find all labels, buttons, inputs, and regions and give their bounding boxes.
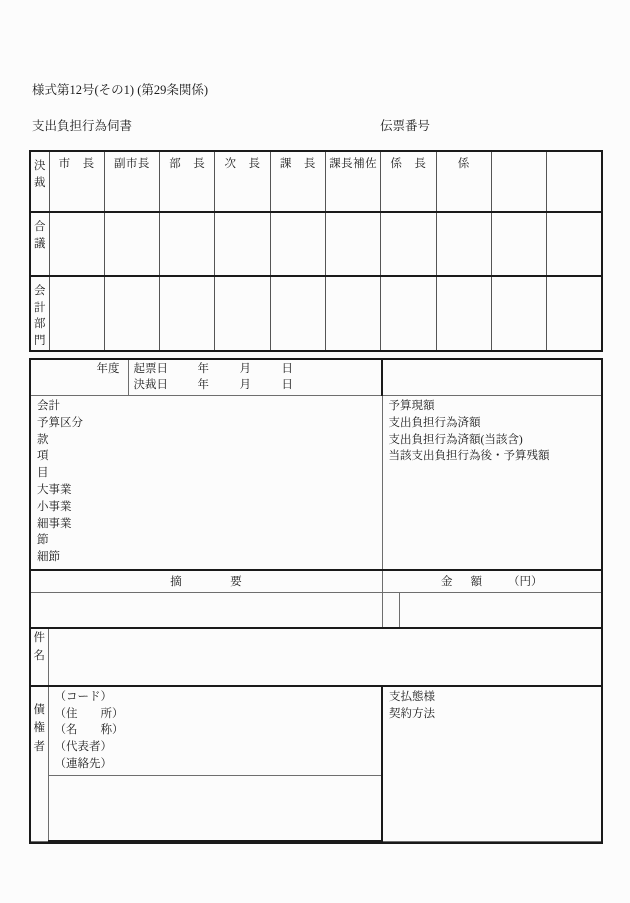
payment-method-list — [389, 689, 596, 723]
approval-cell[interactable] — [547, 276, 602, 351]
issue-date-day-unit: 日 — [281, 363, 293, 375]
description-header: 摘 要 — [30, 570, 382, 593]
table-row — [30, 151, 602, 212]
creditor-field-name: （名 称） — [54, 724, 124, 737]
form-code-label: 様式第12号(その1) (第29条関係) — [32, 83, 209, 97]
amount-header-gaku: 額 — [470, 575, 483, 588]
issue-date-row[interactable] — [134, 362, 382, 378]
issue-date-month-unit: 月 — [239, 363, 251, 375]
approval-cell[interactable] — [49, 276, 104, 351]
decision-date-day-unit: 日 — [281, 378, 293, 391]
budget-label-moku: 目 — [37, 467, 49, 480]
approval-cell[interactable] — [160, 276, 215, 351]
budget-amount-list — [389, 398, 597, 465]
issue-date-label: 起票日 — [133, 363, 168, 375]
creditor-field-list — [55, 689, 377, 772]
decision-date-year-unit: 年 — [197, 378, 209, 391]
approval-cell[interactable] — [104, 212, 159, 276]
approval-cell[interactable] — [270, 276, 325, 351]
table-row — [30, 686, 602, 776]
approval-cell[interactable] — [325, 276, 380, 351]
amount-entry-cell[interactable] — [382, 592, 602, 628]
bottom-mid-edge — [48, 841, 382, 843]
approval-col-blank-1[interactable] — [491, 151, 546, 212]
budget-label-setsu: 節 — [37, 534, 49, 547]
approval-cell[interactable] — [436, 212, 491, 276]
budget-label-daijigyo: 大事業 — [37, 483, 72, 496]
budget-label-kan: 款 — [37, 433, 49, 446]
description-entry-cell[interactable] — [30, 592, 382, 628]
table-row — [30, 359, 602, 396]
approval-cell[interactable] — [491, 276, 546, 351]
approval-cell[interactable] — [547, 212, 602, 276]
approval-col-kakaricho[interactable]: 係 長 — [381, 151, 436, 212]
budget-classification-cell[interactable] — [30, 396, 382, 570]
decision-date-month-unit: 月 — [239, 378, 251, 391]
approval-col-jicho[interactable]: 次 長 — [215, 151, 270, 212]
creditor-field-rep: （代表者） — [54, 740, 112, 753]
approval-cell[interactable] — [160, 212, 215, 276]
decision-date-row[interactable] — [134, 378, 382, 394]
approval-cell[interactable] — [381, 276, 436, 351]
amount-label-zangaku: 当該支出負担行為後・予算残額 — [388, 450, 550, 463]
table-row — [30, 592, 602, 628]
approval-col-fukushicho[interactable]: 副市長 — [104, 151, 159, 212]
approval-cell[interactable] — [325, 212, 380, 276]
approval-cell[interactable] — [49, 212, 104, 276]
amount-label-shishutsu-sumi-incl: 支出負担行為済額(当該含) — [388, 433, 523, 446]
creditor-free-cell[interactable] — [48, 776, 382, 842]
creditor-label: 債 権 者 — [30, 686, 48, 841]
amount-label-yosan-gengaku: 予算現額 — [388, 400, 435, 413]
approval-cell[interactable] — [215, 276, 270, 351]
budget-label-kaikei: 会計 — [37, 400, 60, 413]
table-row — [30, 570, 602, 593]
budget-label-yosankubun: 予算区分 — [37, 416, 83, 429]
budget-label-saisetsu: 細節 — [37, 551, 60, 564]
table-row — [30, 628, 602, 686]
approval-col-kacho[interactable]: 課 長 — [270, 151, 325, 212]
approval-col-bucho[interactable]: 部 長 — [160, 151, 215, 212]
creditor-field-code: （コード） — [54, 690, 112, 703]
budget-label-ko: 項 — [37, 450, 49, 463]
fiscal-year-cell[interactable]: 年度 — [30, 359, 128, 396]
bottom-left-edge — [30, 841, 48, 843]
budget-label-shojigyo: 小事業 — [37, 500, 72, 513]
creditor-fields-cell[interactable] — [48, 686, 382, 776]
budget-label-saijigyo: 細事業 — [37, 517, 72, 530]
approval-cell[interactable] — [381, 212, 436, 276]
approval-cell[interactable] — [436, 276, 491, 351]
creditor-field-address: （住 所） — [54, 707, 124, 720]
amount-column-rule — [399, 593, 400, 627]
approval-cell[interactable] — [215, 212, 270, 276]
payment-method-cell[interactable] — [382, 686, 602, 841]
decision-date-label: 決裁日 — [133, 378, 168, 391]
approval-table — [29, 150, 603, 352]
approval-cell[interactable] — [270, 212, 325, 276]
subject-label: 件 名 — [30, 628, 48, 686]
approval-col-blank-2[interactable] — [547, 151, 602, 212]
approval-col-kakari[interactable]: 係 — [436, 151, 491, 212]
page-title: 支出負担行為伺書 — [32, 119, 133, 133]
approval-cell[interactable] — [104, 276, 159, 351]
creditor-field-contact: （連絡先） — [54, 757, 112, 770]
approval-col-shicho[interactable]: 市 長 — [49, 151, 104, 212]
budget-amount-cell[interactable] — [382, 396, 602, 570]
main-form-table — [29, 358, 603, 844]
table-row — [30, 396, 602, 570]
amount-header — [382, 570, 602, 593]
approval-col-kachohosa[interactable]: 課長補佐 — [325, 151, 380, 212]
approval-row-label-gogi: 合 議 — [30, 212, 49, 276]
approval-cell[interactable] — [491, 212, 546, 276]
issue-decision-date-cell[interactable] — [128, 359, 382, 396]
issue-date-year-unit: 年 — [197, 363, 209, 375]
bottom-right-edge — [382, 841, 602, 843]
table-row — [30, 212, 602, 276]
approval-row-label-kessai: 決 裁 — [30, 151, 49, 212]
budget-classification-list — [37, 398, 377, 566]
amount-label-shishutsu-sumi: 支出負担行為済額 — [388, 416, 481, 429]
payment-label-keiyaku-hoho: 契約方法 — [389, 707, 435, 720]
table-row — [30, 276, 602, 351]
table-row — [30, 841, 602, 843]
subject-entry-cell[interactable] — [48, 628, 602, 686]
date-row-blank-cell[interactable] — [382, 359, 602, 396]
approval-row-label-kaikeibumon: 会 計 部 門 — [30, 276, 49, 351]
payment-label-shiharai-taiyo: 支払態様 — [389, 690, 435, 703]
amount-header-kin: 金 — [441, 575, 453, 588]
slip-number-label: 伝票番号 — [380, 119, 431, 133]
amount-header-yen: （円） — [508, 575, 543, 588]
